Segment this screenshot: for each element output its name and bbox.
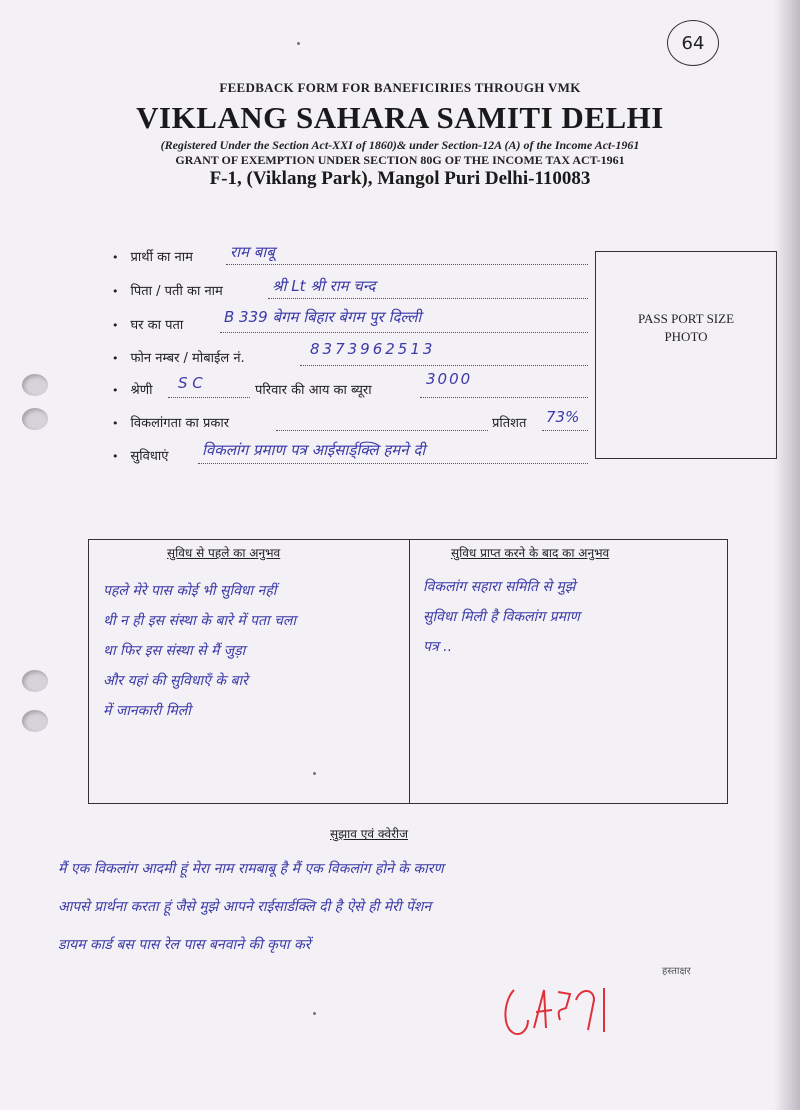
field-phone-value: 8373962513 bbox=[310, 340, 436, 358]
bullet-icon: • bbox=[112, 285, 119, 298]
after-line: सुविधा मिली है विकलांग प्रमाण bbox=[423, 609, 580, 625]
field-category bbox=[112, 380, 152, 398]
before-heading: सुविध से पहले का अनुभव bbox=[167, 546, 281, 560]
registration-line: (Registered Under the Section Act-XXI of 1860)& under Section-12A (A) of the Income Act-1961 bbox=[160, 138, 640, 152]
photo-label-line2: PHOTO bbox=[664, 329, 708, 344]
field-name-value: राम बाबू bbox=[230, 243, 275, 261]
field-father-value: श्री Lt श्री राम चन्द bbox=[272, 277, 376, 295]
punch-hole bbox=[22, 710, 48, 732]
scan-dot bbox=[313, 1012, 316, 1015]
before-line: था फिर इस संस्था से मैं जुड़ा bbox=[103, 643, 246, 659]
field-facilities-label: सुविधाएं bbox=[130, 449, 169, 464]
field-address-line bbox=[220, 332, 588, 333]
photo-label-line1: PASS PORT SIZE bbox=[637, 311, 735, 326]
exemption-line: GRANT OF EXEMPTION UNDER SECTION 80G OF THE INCOME TAX ACT-1961 bbox=[175, 153, 625, 167]
experience-divider bbox=[409, 540, 410, 803]
bullet-icon: • bbox=[112, 450, 119, 463]
field-phone-line bbox=[300, 365, 588, 366]
before-experience-text bbox=[103, 576, 296, 726]
after-line: विकलांग सहारा समिति से मुझे bbox=[423, 579, 576, 595]
experience-table bbox=[88, 539, 728, 804]
bullet-icon: • bbox=[112, 417, 119, 430]
field-income-value: 3000 bbox=[426, 370, 473, 388]
suggestion-line: मैं एक विकलांग आदमी हूं मेरा नाम रामबाबू है मैं एक विकलांग होने के कारण bbox=[58, 861, 444, 877]
before-line: में जानकारी मिली bbox=[103, 703, 191, 719]
suggestion-line: आपसे प्रार्थना करता हूं जैसे मुझे आपने राईसार्डक्लि दी है ऐसे ही मेरी पेंशन bbox=[58, 899, 432, 915]
field-disability-label: विकलांगता का प्रकार bbox=[130, 416, 230, 431]
scan-dot bbox=[313, 772, 316, 775]
form-title: FEEDBACK FORM FOR BANEFICIRIES THROUGH VMK bbox=[219, 80, 581, 95]
signature-label: हस्ताक्षर bbox=[662, 966, 691, 977]
field-name-line bbox=[226, 264, 588, 265]
field-father bbox=[112, 281, 223, 299]
bullet-icon: • bbox=[112, 384, 119, 397]
field-income-line bbox=[420, 397, 588, 398]
field-address-value: B 339 बेगम बिहार बेगम पुर दिल्ली bbox=[224, 308, 422, 326]
scan-dot bbox=[297, 42, 300, 45]
punch-hole bbox=[22, 374, 48, 396]
org-address: F-1, (Viklang Park), Mangol Puri Delhi-110083 bbox=[209, 168, 591, 189]
field-father-line bbox=[268, 298, 588, 299]
punch-hole bbox=[22, 670, 48, 692]
before-line: पहले मेरे पास कोई भी सुविधा नहीं bbox=[103, 583, 277, 599]
field-phone-label: फोन नम्बर / मोबाईल नं. bbox=[130, 351, 245, 366]
field-percent-line bbox=[542, 430, 588, 431]
field-category-label: श्रेणी bbox=[130, 383, 153, 398]
field-disability bbox=[112, 413, 229, 431]
field-address bbox=[112, 315, 183, 333]
after-heading: सुविध प्राप्त करने के बाद का अनुभव bbox=[451, 546, 610, 560]
photo-label bbox=[596, 310, 776, 346]
field-father-label: पिता / पती का नाम bbox=[130, 284, 223, 299]
before-line: थी न ही इस संस्था के बारे में पता चला bbox=[103, 613, 297, 629]
field-name-label: प्रार्थी का नाम bbox=[130, 250, 193, 265]
field-category-line bbox=[168, 397, 250, 398]
after-experience-text bbox=[423, 572, 580, 662]
field-percent-value: 73% bbox=[546, 408, 580, 426]
org-name: VIKLANG SAHARA SAMITI DELHI bbox=[136, 100, 664, 135]
red-ink-mark-icon bbox=[500, 970, 620, 1050]
suggestions-text bbox=[58, 850, 444, 964]
bullet-icon: • bbox=[112, 251, 119, 264]
field-name bbox=[112, 247, 193, 265]
after-line: पत्र .. bbox=[423, 639, 453, 655]
field-facilities-line bbox=[198, 463, 588, 464]
field-category-value: S C bbox=[178, 374, 203, 392]
bullet-icon: • bbox=[112, 319, 119, 332]
field-disability-line bbox=[276, 430, 488, 431]
punch-hole bbox=[22, 408, 48, 430]
before-line: और यहां की सुविधाएँ के बारे bbox=[103, 673, 248, 689]
field-facilities-value: विकलांग प्रमाण पत्र आईसार्ड्क्लि हमने दी bbox=[202, 441, 426, 459]
field-phone bbox=[112, 348, 245, 366]
suggestion-line: डायम कार्ड बस पास रेल पास बनवाने की कृपा करें bbox=[58, 937, 311, 953]
field-percent-label: प्रतिशत bbox=[492, 416, 527, 431]
field-facilities bbox=[112, 446, 168, 464]
field-address-label: घर का पता bbox=[130, 318, 184, 333]
suggestions-heading: सुझाव एवं क्वेरीज bbox=[330, 827, 409, 841]
bullet-icon: • bbox=[112, 352, 119, 365]
passport-photo-box bbox=[595, 251, 777, 459]
field-income-label: परिवार की आय का ब्यूरा bbox=[255, 383, 372, 398]
page-number: 64 bbox=[667, 20, 719, 66]
